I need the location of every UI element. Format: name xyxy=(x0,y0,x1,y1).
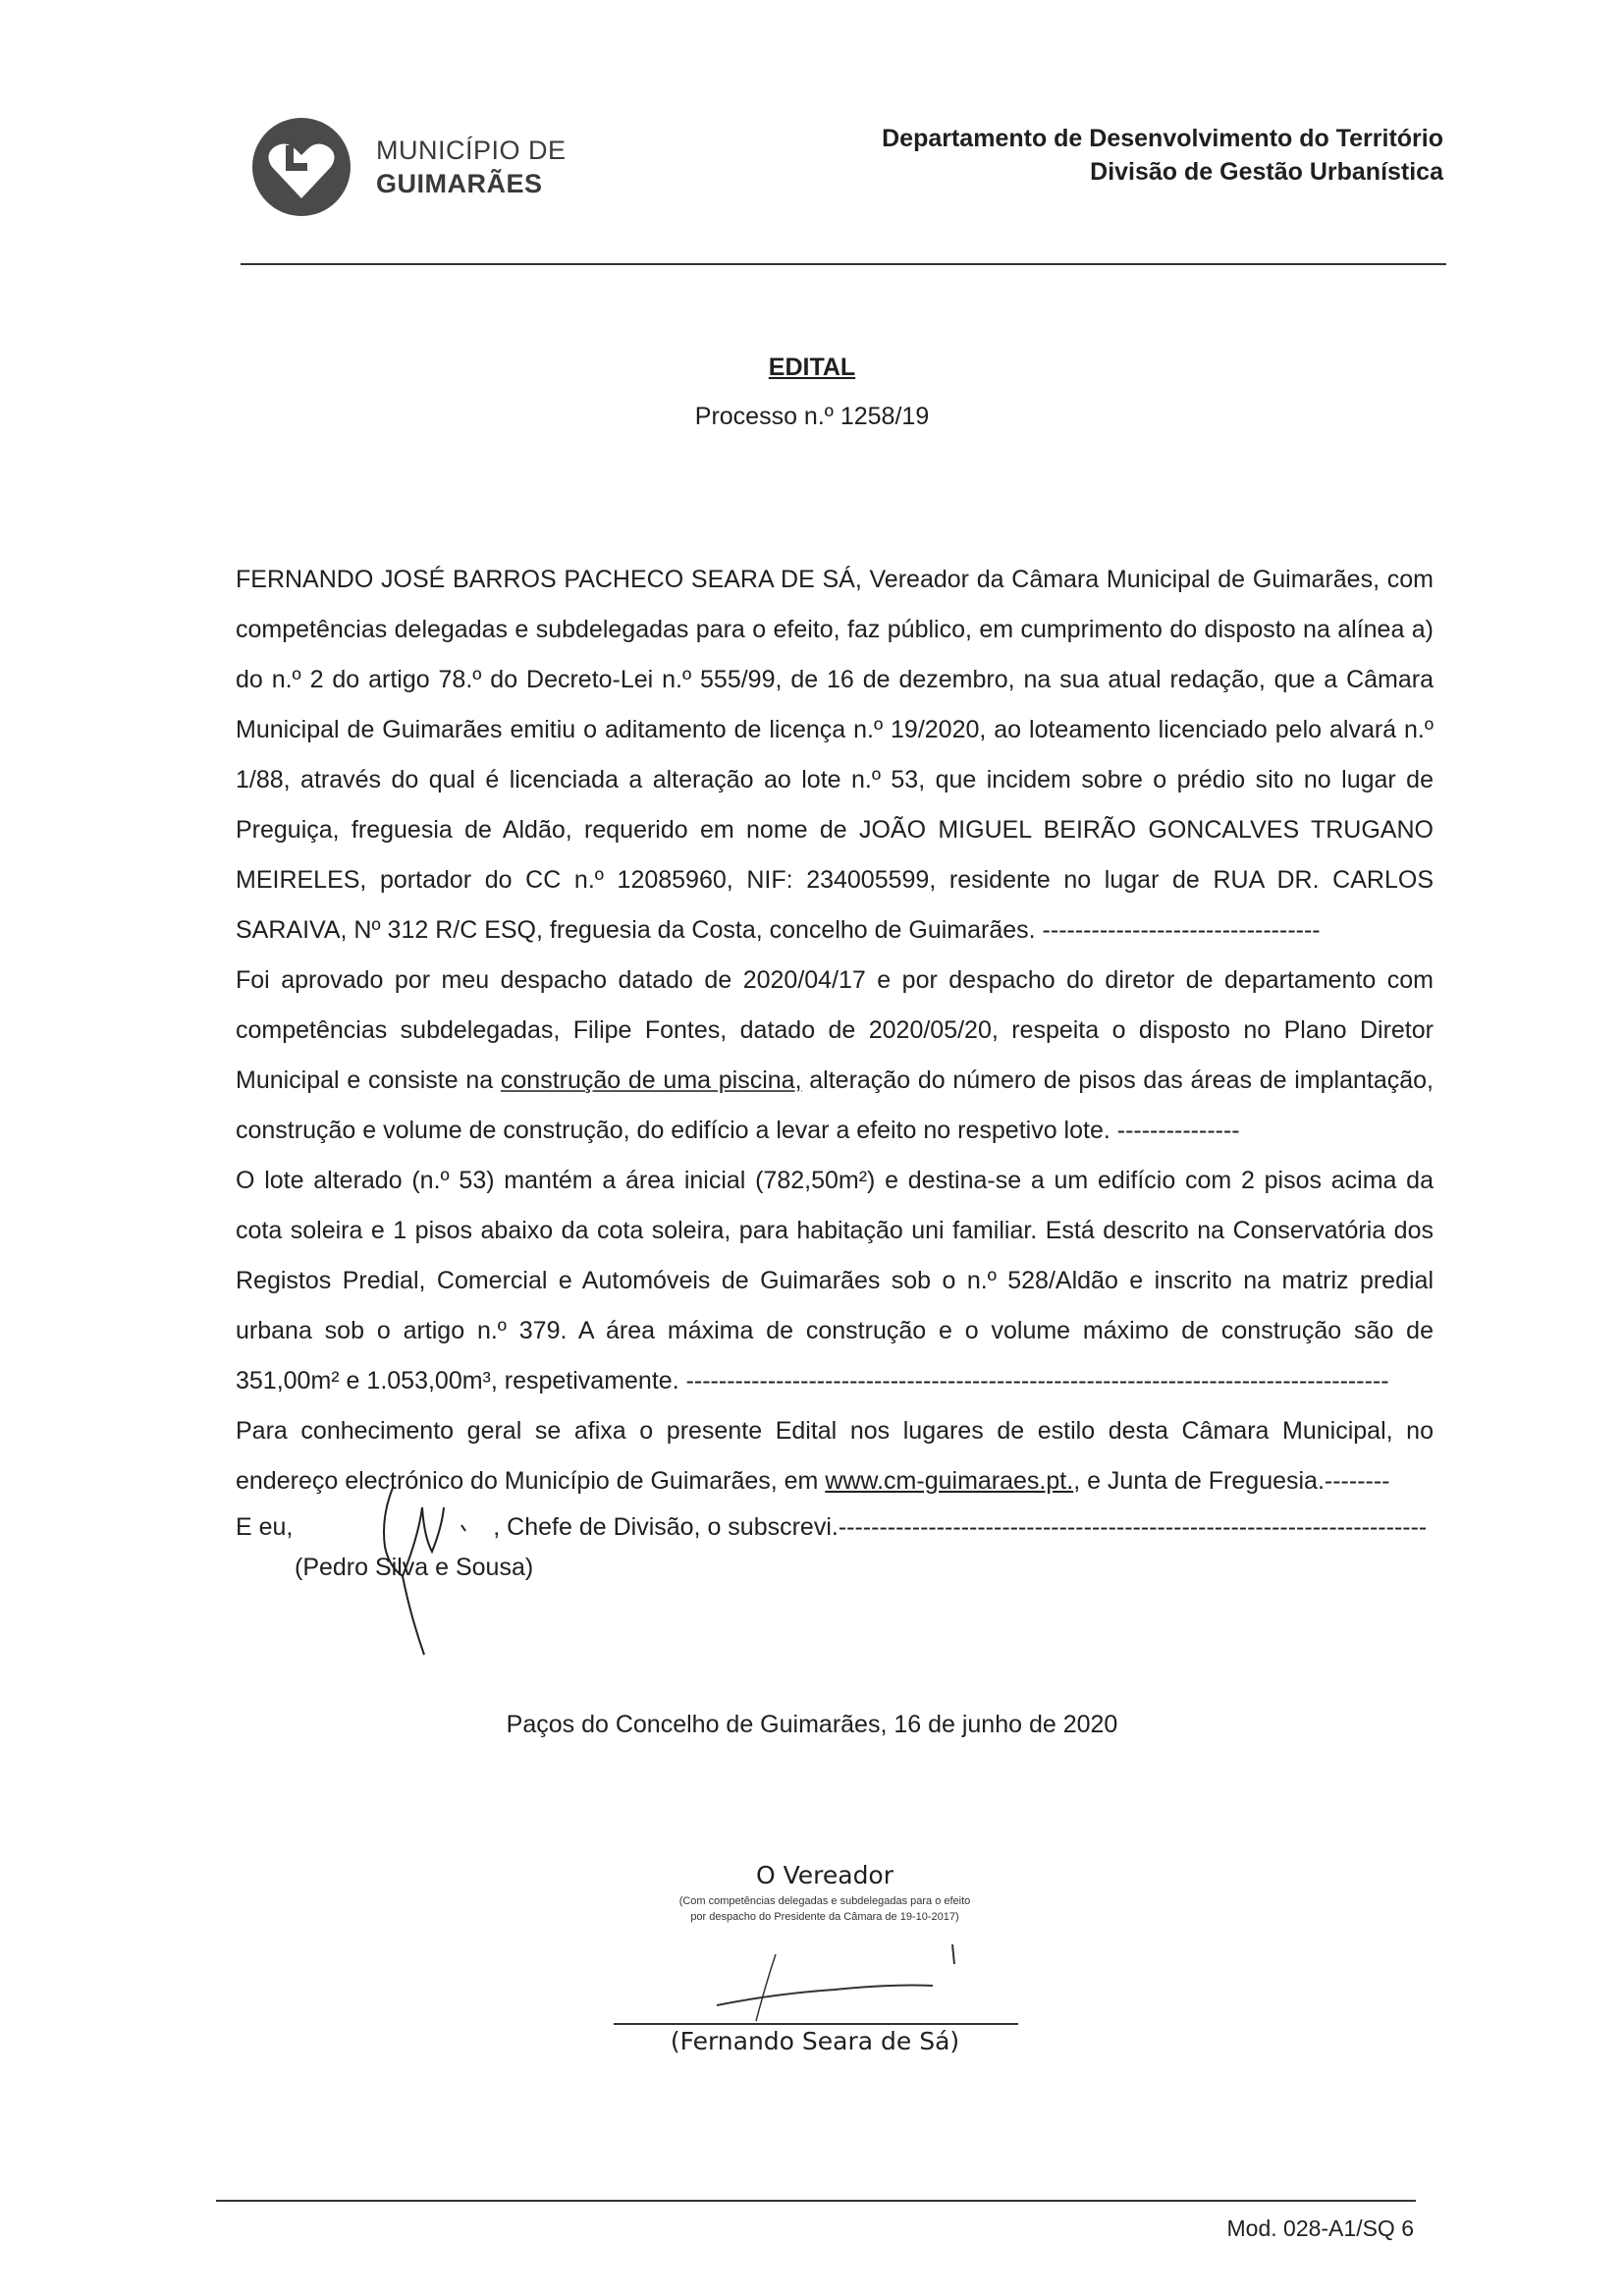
signatory-role: O Vereador xyxy=(755,1861,894,1889)
paragraph-approval xyxy=(236,956,1434,1156)
municipality-website-link[interactable]: www.cm-guimaraes.pt. xyxy=(825,1467,1074,1495)
logo-text-guimaraes: GUIMARÃES xyxy=(376,169,543,198)
logo-text-municipio: MUNICÍPIO DE xyxy=(376,136,567,165)
department-heading xyxy=(882,122,1443,189)
paragraph-lot-details: O lote alterado (n.º 53) mantém a área inicial (782,50m²) e destina-se a um edifício com 2 pisos acima da cota soleira e 1 pisos abaixo da cota soleira, para habitação uni familiar. Está descrito na Conservatória dos Registos Predial, Comercial e Automóveis de Guimarães sob o n.º 528/Aldão e inscrito na matriz predial urbana sob o artigo n.º 379. A área máxima de construção e o volume máximo de construção são de 351,00m² e 1.053,00m³, respetivamente. -------------------------------------------------------------------------------------- xyxy=(236,1167,1434,1394)
approval-text-start: Foi aprovado por meu despacho datado de 2020/04/17 e por despacho do diretor de departamento com competências subdelegadas, Filipe Fontes, datado de 2020/05/20, respeita o disposto no Plano Diretor Municipal e consiste na xyxy=(236,966,1434,1094)
approval-text-underlined: construção de uma piscina, xyxy=(500,1066,802,1094)
form-model-code: Mod. 028-A1/SQ 6 xyxy=(1226,2215,1414,2241)
header-divider xyxy=(241,263,1446,265)
edital-body xyxy=(236,555,1434,1506)
paragraph-announcement: FERNANDO JOSÉ BARROS PACHECO SEARA DE SÁ, Vereador da Câmara Municipal de Guimarães, com competências delegadas e subdelegadas para o efeito, faz público, em cumprimento do disposto na alínea a) do n.º 2 do artigo 78.º do Decreto-Lei n.º 555/99, de 16 de dezembro, na sua atual redação, que a Câmara Municipal de Guimarães emitiu o aditamento de licença n.º 19/2020, ao loteamento licenciado pelo alvará n.º 1/88, através do qual é licenciada a alteração ao lote n.º 53, que incidem sobre o prédio sito no lugar de Preguiça, freguesia de Aldão, requerido em nome de JOÃO MIGUEL BEIRÃO GONCALVES TRUGANO MEIRELES, portador do CC n.º 12085960, NIF: 234005599, residente no lugar de RUA DR. CARLOS SARAIVA, Nº 312 R/C ESQ, freguesia da Costa, concelho de Guimarães. ---------------------------------- xyxy=(236,566,1434,944)
approval-text-end: alteração do número de pisos das áreas de implantação, construção e volume de construção, do edifício a levar a efeito no respetivo lote. --------------- xyxy=(236,1066,1434,1144)
division-chief-name: (Pedro Silva e Sousa) xyxy=(295,1554,534,1581)
councillor-name: (Fernando Seara de Sá) xyxy=(670,2027,960,2055)
subscription-suffix: , Chefe de Divisão, o subscrevi.------------------------------------------------------------------------ xyxy=(493,1513,1428,1541)
footer-divider xyxy=(216,2200,1416,2202)
department-name: Departamento de Desenvolvimento do Território xyxy=(882,125,1443,152)
document-title: EDITAL xyxy=(768,354,856,381)
delegation-note-line1: (Com competências delegadas e subdelegadas para o efeito xyxy=(678,1895,971,1907)
guimaraes-heart-logo-icon xyxy=(250,116,352,218)
municipality-logo xyxy=(250,116,574,219)
subscription-prefix: E eu, xyxy=(236,1513,294,1541)
signatory-delegation-note xyxy=(579,1893,1070,1925)
delegation-note-line2: por despacho do Presidente da Câmara de 19-10-2017) xyxy=(690,1911,959,1923)
signature-line xyxy=(614,2023,1018,2025)
councillor-signature-icon xyxy=(697,1935,992,2023)
publication-text-start: Para conhecimento geral se afixa o presente Edital nos lugares de estilo desta Câmara Municipal, no endereço electrónico do Município de Guimarães, em xyxy=(236,1417,1434,1495)
process-number: Processo n.º 1258/19 xyxy=(694,403,930,430)
place-and-date: Paços do Concelho de Guimarães, 16 de junho de 2020 xyxy=(506,1711,1118,1738)
publication-text-end: , e Junta de Freguesia.-------- xyxy=(1073,1467,1390,1495)
division-name: Divisão de Gestão Urbanística xyxy=(1090,158,1443,186)
